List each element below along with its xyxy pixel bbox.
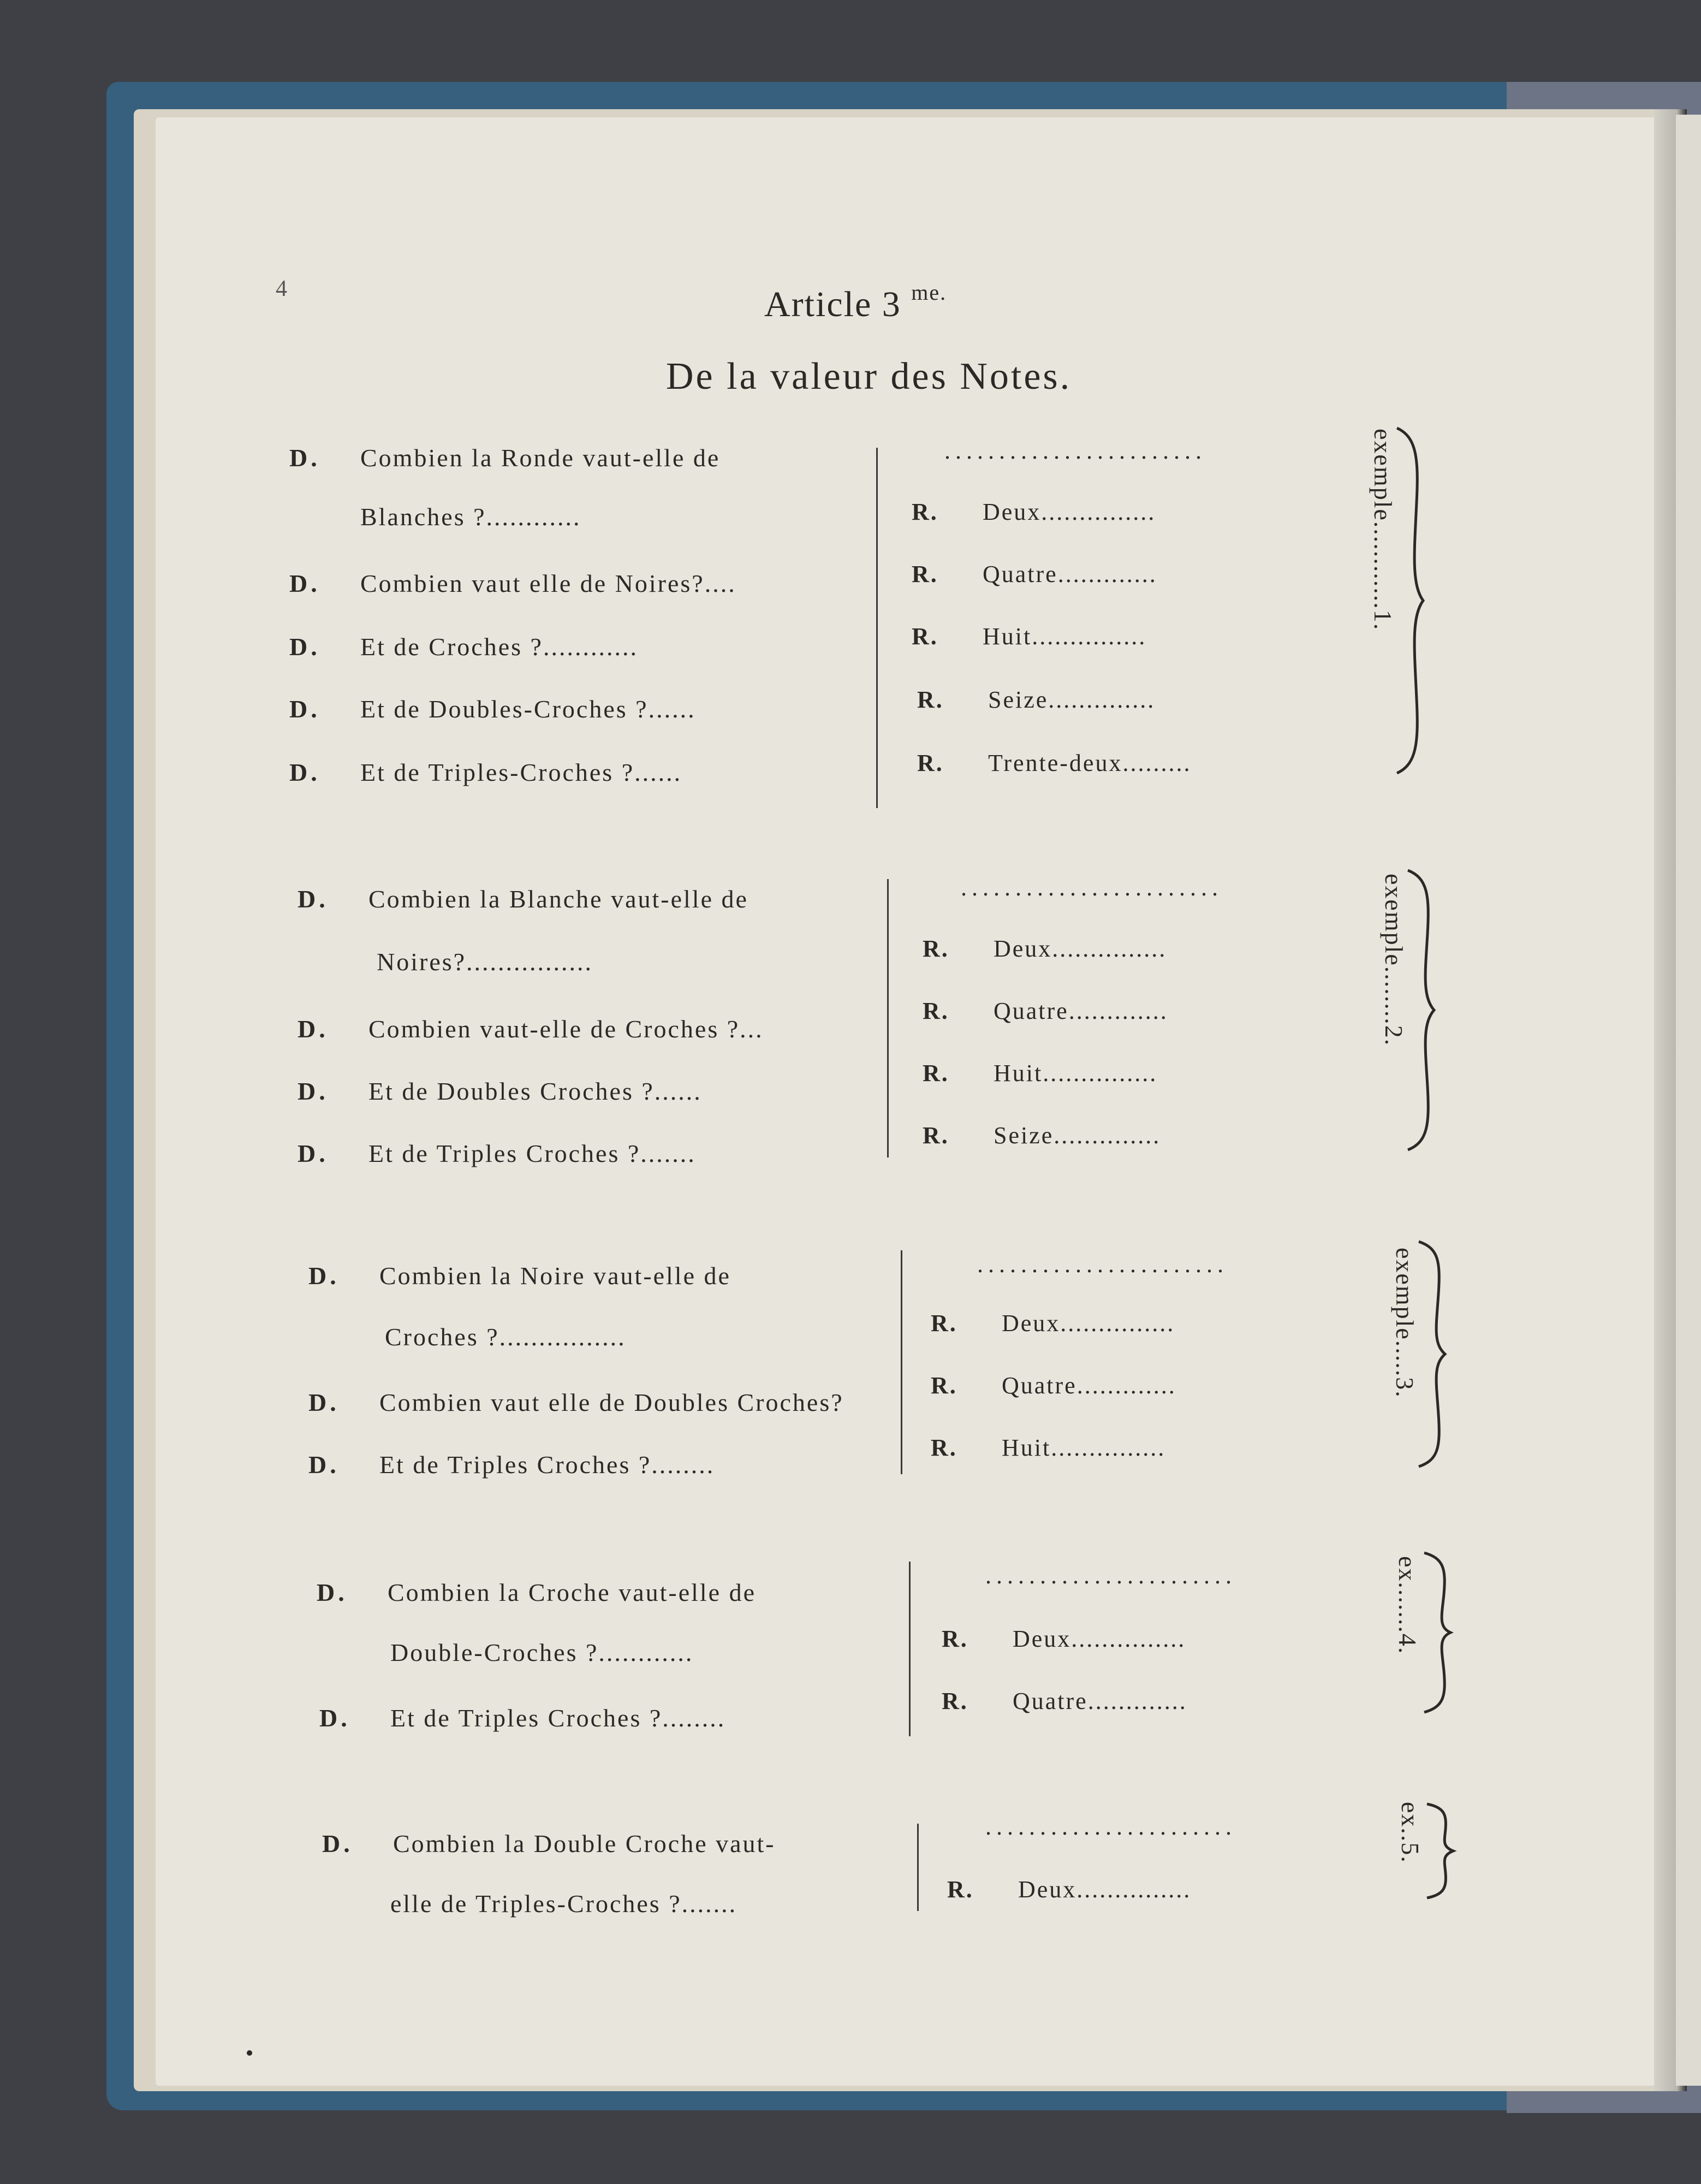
question-text: Et de Triples Croches ?....... — [368, 1140, 696, 1167]
question-label: D. — [289, 633, 320, 661]
answer-line — [947, 1876, 1191, 1903]
answer-text: Deux............... — [1013, 1625, 1186, 1652]
answer-dots: ....................... — [985, 1562, 1236, 1589]
answer-label: R. — [942, 1625, 968, 1652]
example-label: ex..5. — [1396, 1802, 1424, 1863]
answer-line — [931, 1372, 1176, 1399]
question-label: D. — [308, 1451, 340, 1479]
answer-line — [917, 749, 1191, 777]
question-continuation: Noires?................ — [377, 948, 593, 976]
answer-label: R. — [912, 623, 938, 650]
facing-page-edge — [1676, 115, 1701, 2086]
answer-label: R. — [923, 935, 949, 962]
answer-line — [912, 560, 1157, 588]
answer-label: R. — [931, 1434, 957, 1461]
article-subtitle: De la valeur des Notes. — [666, 355, 1072, 397]
answer-line — [923, 935, 1167, 963]
column-divider — [901, 1250, 902, 1474]
question-continuation: Blanches ?............ — [360, 503, 581, 531]
answer-text: Huit............... — [983, 623, 1147, 650]
answer-dots: ........................ — [944, 437, 1206, 464]
answer-line — [912, 498, 1156, 526]
answer-text: Seize.............. — [994, 1122, 1161, 1149]
brace — [1406, 868, 1438, 1152]
question-continuation: Double-Croches ?............ — [390, 1639, 694, 1666]
column-divider — [909, 1562, 911, 1736]
answer-label: R. — [912, 561, 938, 587]
question-text: Et de Triples Croches ?........ — [390, 1704, 726, 1732]
question-text: Combien la Double Croche vaut- — [393, 1830, 776, 1857]
question-text: Et de Croches ?............ — [360, 633, 638, 661]
column-divider — [887, 879, 889, 1158]
question-line — [298, 1014, 764, 1043]
brace — [1422, 1551, 1455, 1714]
answer-text: Quatre............. — [983, 561, 1157, 587]
question-text: Et de Triples Croches ?........ — [379, 1451, 715, 1479]
answer-text: Deux............... — [994, 935, 1167, 962]
brace — [1417, 1239, 1449, 1469]
question-line — [308, 1388, 844, 1417]
answer-text: Huit............... — [1002, 1434, 1166, 1461]
question-line — [317, 1578, 756, 1607]
answer-line — [942, 1625, 1186, 1653]
question-line — [322, 1829, 776, 1858]
answer-line — [912, 622, 1146, 650]
question-label: D. — [289, 569, 320, 597]
answer-label: R. — [942, 1688, 968, 1714]
question-label: D. — [289, 444, 320, 472]
answer-line — [917, 686, 1155, 714]
answer-line — [931, 1434, 1165, 1462]
answer-label: R. — [923, 1122, 949, 1149]
question-label: D. — [308, 1262, 340, 1290]
question-text: Combien vaut elle de Noires?.... — [360, 569, 736, 597]
question-text: Combien la Croche vaut-elle de — [388, 1578, 757, 1606]
answer-line — [942, 1687, 1187, 1715]
example-label: exemple............1. — [1369, 429, 1397, 631]
question-text: Combien vaut-elle de Croches ?... — [368, 1015, 764, 1043]
answer-dots: ....................... — [977, 1251, 1228, 1278]
answer-line — [923, 997, 1168, 1025]
answer-text: Quatre............. — [1013, 1688, 1187, 1714]
brace — [1395, 426, 1428, 775]
question-text: Et de Doubles Croches ?...... — [368, 1077, 702, 1105]
question-line — [289, 758, 682, 787]
question-label: D. — [319, 1704, 350, 1732]
question-line — [298, 1139, 696, 1168]
question-label: D. — [322, 1830, 353, 1857]
answer-text: Huit............... — [994, 1060, 1158, 1087]
question-text: Et de Doubles-Croches ?...... — [360, 695, 696, 723]
question-line — [298, 1077, 702, 1106]
question-label: D. — [298, 885, 329, 913]
question-line — [298, 885, 748, 913]
page-number: 4 — [276, 276, 287, 301]
ink-speck — [247, 2050, 252, 2056]
example-label: exemple........2. — [1380, 874, 1408, 1047]
answer-text: Quatre............. — [994, 998, 1168, 1024]
answer-label: R. — [931, 1372, 957, 1399]
example-label: exemple.....3. — [1391, 1248, 1419, 1398]
answer-label: R. — [917, 750, 944, 776]
question-continuation: elle de Triples-Croches ?....... — [390, 1890, 738, 1918]
column-divider — [876, 448, 878, 808]
article-title-text: Article 3 — [764, 284, 901, 324]
question-line — [289, 443, 720, 472]
answer-label: R. — [917, 686, 944, 713]
question-label: D. — [298, 1140, 329, 1167]
answer-line — [923, 1059, 1157, 1087]
question-text: Et de Triples-Croches ?...... — [360, 758, 682, 786]
answer-label: R. — [923, 1060, 949, 1087]
question-line — [289, 632, 638, 661]
answer-dots: ........................ — [961, 874, 1223, 901]
answer-label: R. — [947, 1876, 974, 1903]
answer-line — [931, 1309, 1175, 1337]
answer-text: Quatre............. — [1002, 1372, 1176, 1399]
answer-label: R. — [923, 998, 949, 1024]
answer-text: Seize.............. — [988, 686, 1156, 713]
question-label: D. — [308, 1388, 340, 1416]
article-title — [764, 280, 1037, 325]
answer-text: Deux............... — [1018, 1876, 1192, 1903]
answer-line — [923, 1121, 1161, 1149]
question-label: D. — [298, 1015, 329, 1043]
answer-text: Deux............... — [983, 498, 1156, 525]
question-text: Combien la Blanche vaut-elle de — [368, 885, 748, 913]
question-label: D. — [317, 1578, 348, 1606]
question-text: Combien la Ronde vaut-elle de — [360, 444, 721, 472]
question-text: Combien vaut elle de Doubles Croches? — [379, 1388, 844, 1416]
article-title-sup: me. — [911, 280, 947, 305]
column-divider — [917, 1824, 919, 1911]
question-continuation: Croches ?................ — [385, 1323, 626, 1351]
question-label: D. — [289, 758, 320, 786]
answer-label: R. — [931, 1310, 957, 1337]
brace — [1425, 1802, 1458, 1900]
question-label: D. — [298, 1077, 329, 1105]
question-line — [289, 695, 696, 723]
question-line — [308, 1450, 715, 1479]
answer-text: Trente-deux......... — [988, 750, 1192, 776]
answer-text: Deux............... — [1002, 1310, 1175, 1337]
question-label: D. — [289, 695, 320, 723]
question-line — [289, 569, 736, 598]
question-text: Combien la Noire vaut-elle de — [379, 1262, 731, 1290]
question-line — [319, 1704, 725, 1732]
example-label: ex.......4. — [1394, 1556, 1422, 1655]
question-line — [308, 1261, 731, 1290]
answer-label: R. — [912, 498, 938, 525]
answer-dots: ....................... — [985, 1813, 1236, 1840]
